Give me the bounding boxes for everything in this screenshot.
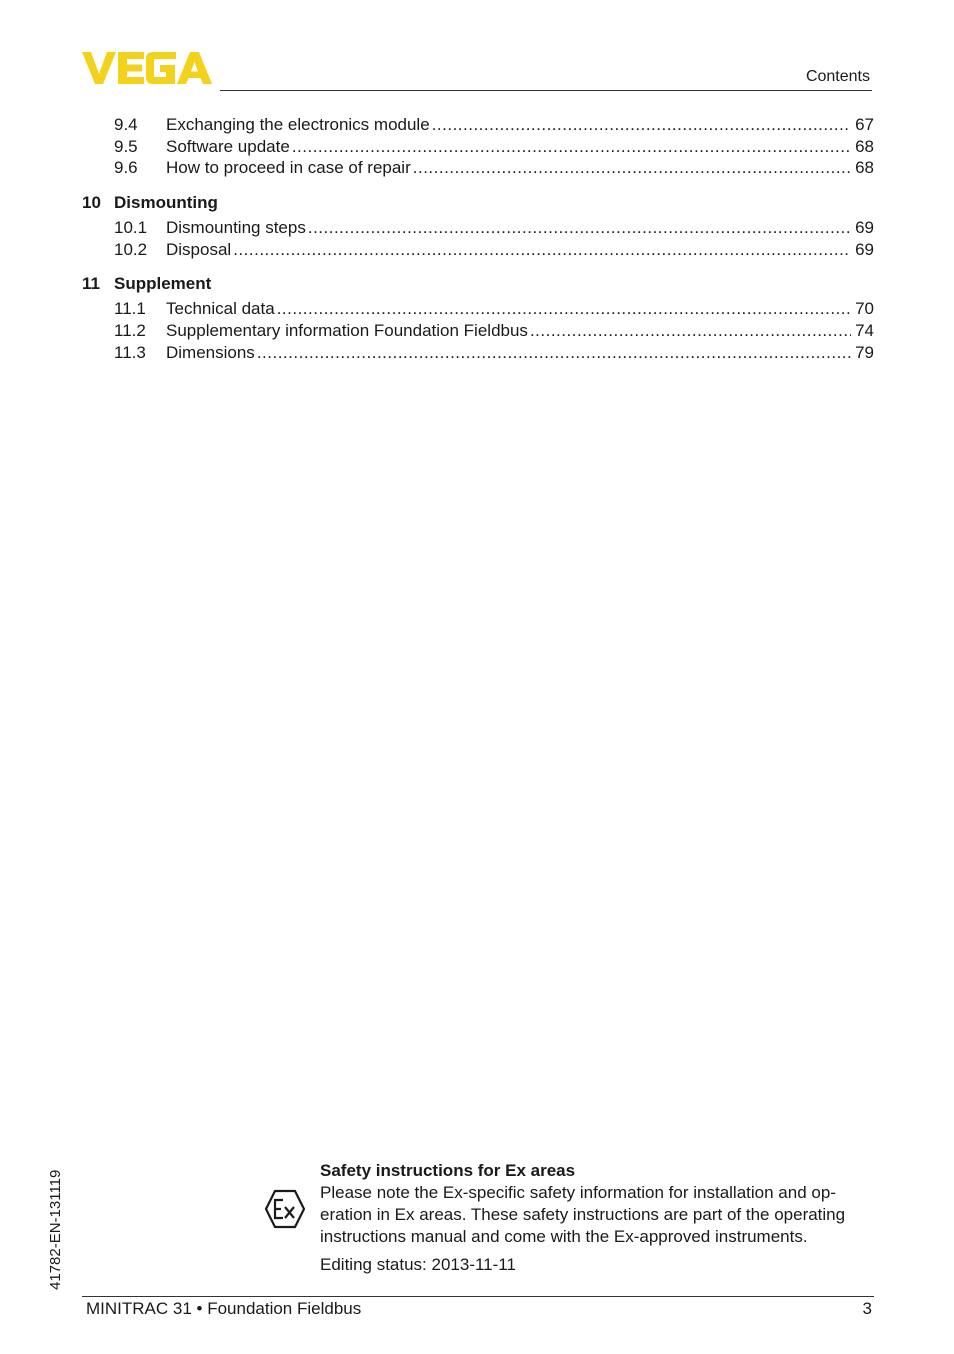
toc-entry-page: 67 [855,115,874,134]
editing-status: Editing status: 2013-11-11 [320,1255,516,1274]
toc-entry-number: 9.4 [114,115,138,134]
footer-divider [82,1296,874,1297]
toc-leader-dots [277,298,851,320]
toc-entry-title: Disposal [166,239,232,259]
toc-leader-dots [530,320,851,342]
toc-entry-page: 79 [855,342,874,362]
toc-leader-dots [432,114,851,136]
toc-section-heading[interactable] [82,192,874,214]
document-code: 41782-EN-131119 [47,1169,64,1290]
toc-section-number: 11 [82,274,100,294]
safety-body: Please note the Ex-specific safety information for installation and op-eration in Ex areas. These safety instructions are part of the operating instructions manual and come with the Ex-approved instruments. [320,1183,846,1246]
toc-entry-page: 69 [855,218,874,238]
footer-product: MINITRAC 31 • Foundation Fieldbus [86,1299,362,1318]
toc-entry-title: Software update [166,136,290,156]
toc-entry-page: 70 [855,299,874,319]
safety-title: Safety instructions for Ex areas [320,1161,576,1180]
toc-section-number: 10 [82,193,101,213]
toc-entry[interactable] [82,298,874,320]
toc-entry-page: 74 [855,321,874,341]
toc-entry-page: 68 [855,136,874,156]
toc-entry-page: 68 [855,158,874,178]
header-section-title: Contents [805,68,870,85]
toc-leader-dots [233,239,851,261]
toc-entry-page: 69 [855,239,874,259]
toc-entry-title: Supplementary information Foundation Fieldbus [166,321,528,341]
toc-entry-title: Exchanging the electronics module [166,115,430,134]
toc-section-heading[interactable] [82,273,874,295]
toc-entry[interactable] [82,342,874,364]
toc-entry[interactable] [82,136,874,158]
toc-leader-dots [292,136,851,158]
toc-entry-title: Dismounting steps [166,218,306,238]
toc-entry-number: 10.2 [114,239,148,259]
toc-entry[interactable] [82,217,874,239]
table-of-contents [82,114,874,364]
toc-section-title: Supplement [114,274,212,294]
toc-entry-number: 10.1 [114,218,148,238]
toc-entry-number: 11.3 [114,342,146,362]
toc-entry-number: 9.5 [114,136,138,156]
toc-entry-title: Technical data [166,299,275,319]
safety-notice [320,1160,876,1276]
toc-entry-number: 11.1 [114,299,146,319]
toc-leader-dots [308,217,851,239]
toc-entry[interactable] [82,320,874,342]
toc-entry-title: Dimensions [166,342,255,362]
header-divider [220,90,872,91]
toc-entry[interactable] [82,157,874,179]
footer-page-number: 3 [862,1299,872,1318]
vega-logo [82,52,212,84]
ex-hexagon-icon [264,1189,306,1229]
toc-entry-title: How to proceed in case of repair [166,158,411,178]
toc-entry-number: 9.6 [114,158,138,178]
toc-entry[interactable] [82,114,874,136]
toc-leader-dots [413,157,851,179]
toc-section-title: Dismounting [114,193,218,213]
toc-entry-number: 11.2 [114,321,146,341]
toc-leader-dots [257,342,851,364]
toc-entry[interactable] [82,239,874,261]
